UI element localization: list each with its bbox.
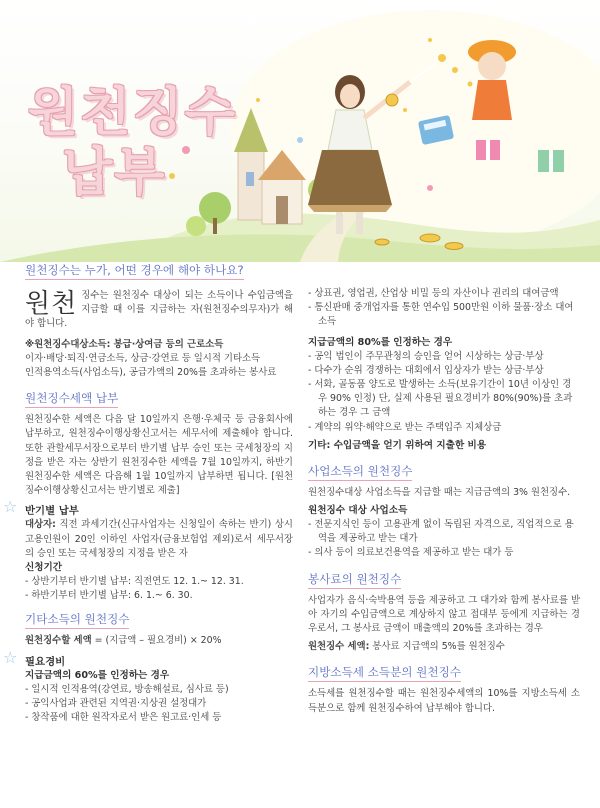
sixty-percent-title: 지급금액의 60%를 인정하는 경우 <box>25 669 170 681</box>
sixty-item-3: - 창작품에 대한 원작자로서 받은 원고료·인세 등 <box>25 712 222 724</box>
hero-title-line1: 원천징수 <box>28 83 237 143</box>
eighty-item-3: - 서화, 골동품 양도로 발생하는 소득(보유기간이 10년 이상인 경우 90% 인정) 단, 실제 사용된 필요경비가 80%(90%)를 초과하는 경우 그 금액 <box>308 379 573 419</box>
cont-item-1: - 상표권, 영업권, 산업상 비밀 등의 자산이나 권리의 대여금액 <box>308 288 559 299</box>
section-heading-who: 원천징수는 누가, 어떤 경우에 해야 하나요? <box>25 262 244 280</box>
formula-line <box>25 634 293 648</box>
note-line-3: 인적용역소득(사업소득), 공급가액의 20%를 초과하는 봉사료 <box>25 367 277 379</box>
service-tax-text: 봉사료 지급액의 5%를 원천징수 <box>369 641 505 653</box>
payment-body: 원천징수한 세액은 다음 달 10일까지 은행·우체국 등 금융회사에 납부하고, 원천징수이행상황신고서는 세무서에 제출해야 합니다. 또한 관할세무서장으로부터 반기별 납부 승인 또는 국세청장의 지정을 받은 자는 상반기 원천징수한 세액을 7월 10일까지, 하반기 원천징수한 세액은 다음해 1월 10일까지 납부하면 됩니다. [원천징수이행상황신고서는 반기별로 제출] <box>25 414 293 497</box>
star-icon: ☆ <box>3 647 18 667</box>
apply-period-2: - 하반기부터 반기별 납부: 6. 1.~ 6. 30. <box>25 590 193 602</box>
service-tax-line <box>308 640 580 654</box>
eighty-item-1: - 공익 법인이 주무관청의 승인을 얻어 시상하는 상금·부상 <box>308 350 544 362</box>
apply-period-title: 신청기간 <box>25 562 63 574</box>
section-heading-other-income: 기타소득의 원천징수 <box>25 611 129 629</box>
formula-text: = (지급액 – 필요경비) × 20% <box>91 635 222 647</box>
half-year-title: 반기별 납부 <box>25 505 79 518</box>
other-expense-line: 기타: 수입금액을 얻기 위하여 지출한 비용 <box>308 439 487 451</box>
note-title: ※원천징수대상소득: 봉급·상여금 등의 근로소득 <box>25 338 224 350</box>
business-body: 원천징수대상 사업소득을 지급할 때는 지급금액의 3% 원천징수. <box>308 486 571 498</box>
formula-label: 원천징수할 세액 <box>25 635 92 647</box>
half-year-block <box>3 497 293 603</box>
eighty-percent-title: 지급금액의 80%를 인정하는 경우 <box>308 336 453 348</box>
service-tax-label: 원천징수 세액: <box>308 641 370 653</box>
business-sub-title: 원천징수 대상 사업소득 <box>308 505 408 517</box>
cont-item-2: - 통신판매 중개업자를 통한 연수입 500만원 이하 물품·장소 대여소득 <box>308 302 574 328</box>
expense-title: 필요경비 <box>25 655 66 668</box>
business-item-2: - 의사 등이 의료보건용역을 제공하고 받는 대가 등 <box>308 547 514 559</box>
hero-illustration <box>0 0 600 262</box>
expense-block <box>3 647 293 726</box>
section-heading-business-income: 사업소득의 원천징수 <box>308 463 412 481</box>
section-heading-service-charge: 봉사료의 원천징수 <box>308 571 401 589</box>
left-column <box>3 262 293 725</box>
star-icon: ☆ <box>3 497 18 517</box>
section-heading-local-tax: 지방소득세 소득분의 원천징수 <box>308 664 461 682</box>
intro-paragraph <box>25 289 293 332</box>
section-heading-payment: 원천징수세액 납부 <box>25 390 118 408</box>
intro-text: 징수는 원천징수 대상이 되는 소득이나 수입금액을 지급할 때 이를 지급하는 자(원천징수의무자)가 해야 합니다. <box>25 290 293 330</box>
sixty-item-2: - 공익사업과 관련된 지역권·지상권 설정대가 <box>25 697 207 709</box>
target-text: 직전 과세기간(신규사업자는 신청일이 속하는 반기) 상시 고용인원이 20인 이하인 사업자(금융보험업 제외)로서 세무서장의 승인 또는 국세청장의 지정을 받은 자 <box>25 519 293 559</box>
eighty-item-2: - 다수가 순위 경쟁하는 대회에서 입상자가 받는 상금·부상 <box>308 364 544 376</box>
local-tax-body: 소득세를 원천징수할 때는 원천징수세액의 10%를 지방소득세 소득분으로 함께 원천징수하여 납부해야 합니다. <box>308 688 580 714</box>
right-column <box>308 287 580 716</box>
eighty-item-4: - 계약의 위약·해약으로 받는 주택입주 지체상금 <box>308 421 502 433</box>
apply-period-1: - 상반기부터 반기별 납부: 직전연도 12. 1.~ 12. 31. <box>25 576 244 588</box>
target-label: 대상자: <box>25 519 56 531</box>
hero-title-line2: 납부 <box>62 143 167 203</box>
dropcap-text: 원천 <box>25 289 78 319</box>
service-body: 사업자가 음식·숙박용역 등을 제공하고 그 대가와 함께 봉사료를 받아 자기의 수입금액으로 계상하지 않고 접대부 등에게 지급하는 경우로서, 그 봉사료 금액이 매출액의 20%를 초과하는 경우 <box>308 594 580 635</box>
half-year-target <box>25 518 293 561</box>
sixty-item-1: - 일시적 인적용역(강연료, 방송해설료, 심사료 등) <box>25 683 229 695</box>
business-item-1: - 전문지식인 등이 고용관계 없이 독립된 자격으로, 직업적으로 용역을 제공하고 받는 대가 <box>308 519 574 545</box>
note-line-2: 이자·배당·퇴직·연금소득, 상금·강연료 등 일시적 기타소득 <box>25 352 261 364</box>
